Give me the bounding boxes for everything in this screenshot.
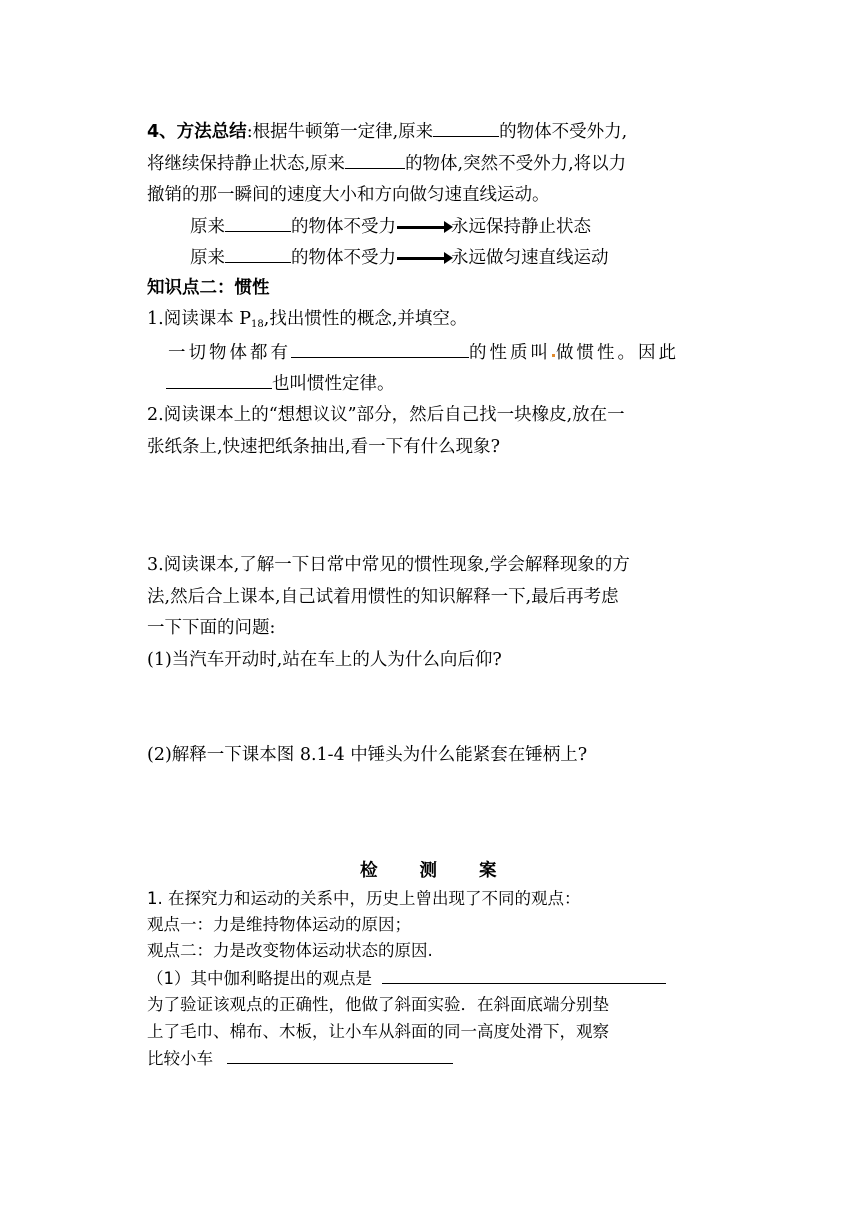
section-heading-inertia: 知识点二：惯性 <box>147 278 270 298</box>
question-3-line3: 一下下面的问题: <box>147 618 276 638</box>
question-1-line2: 一切物体都有 的性质叫 做惯性。因此 <box>168 339 679 366</box>
question-3-sub1: (1)当汽车开动时,站在车上的人为什么向后仰? <box>147 650 502 670</box>
question-2-line1: 2.阅读课本上的“想想议议”部分，然后自己找一块橡皮,放在一 <box>147 405 625 425</box>
answer-blank[interactable] <box>166 370 272 389</box>
test-q1-line7: 比较小车 <box>147 1045 453 1072</box>
test-section-title: 检 测 案 <box>360 861 497 881</box>
question-2-line2: 张纸条上,快速把纸条抽出,看一下有什么现象? <box>147 437 501 457</box>
answer-blank[interactable] <box>225 244 291 263</box>
method-summary-line2: 将继续保持静止状态,原来 的物体,突然不受外力,将以力 <box>147 150 626 177</box>
answer-blank[interactable] <box>433 118 499 137</box>
right-arrow-icon <box>397 226 449 229</box>
marker-dot-icon <box>552 354 555 357</box>
question-1-line3: 也叫惯性定律。 <box>166 370 395 397</box>
rule-row-motion: 原来 的物体不受力 永远做匀速直线运动 <box>190 244 609 271</box>
answer-blank[interactable] <box>225 213 291 232</box>
method-summary-line3: 撤销的那一瞬间的速度大小和方向做匀速直线运动。 <box>147 185 550 205</box>
right-arrow-icon <box>397 257 449 260</box>
question-1-line1: 1.阅读课本 $P_{18}$,找出惯性的概念,并填空。 <box>147 309 468 330</box>
test-q1-line5: 为了验证该观点的正确性，他做了斜面实验．在斜面底端分别垫 <box>147 995 609 1014</box>
question-3-sub2: (2)解释一下课本图 8.1-4 中锤头为什么能紧套在锤柄上? <box>147 745 588 765</box>
method-summary-heading: 4、方法总结 <box>147 122 247 142</box>
question-3-line2: 法,然后合上课本,自己试着用惯性的知识解释一下,最后再考虑 <box>147 587 619 607</box>
test-q1-line3: 观点二：力是改变物体运动状态的原因. <box>147 941 433 960</box>
method-summary-line1: 4、方法总结:根据牛顿第一定律,原来 的物体不受外力, <box>147 118 627 145</box>
answer-blank[interactable] <box>345 150 405 169</box>
rule-row-rest: 原来 的物体不受力 永远保持静止状态 <box>190 213 591 240</box>
answer-blank[interactable] <box>227 1045 453 1064</box>
test-q1-line2: 观点一：力是维持物体运动的原因； <box>147 915 411 934</box>
answer-blank[interactable] <box>382 965 666 984</box>
answer-blank[interactable] <box>291 339 469 358</box>
test-q1-line1: 1. 在探究力和运动的关系中，历史上曾出现了不同的观点： <box>147 889 581 908</box>
question-3-line1: 3.阅读课本,了解一下日常中常见的惯性现象,学会解释现象的方 <box>147 555 630 575</box>
test-q1-line6: 上了毛巾、棉布、木板，让小车从斜面的同一高度处滑下，观察 <box>147 1022 609 1041</box>
test-q1-line4: （1）其中伽利略提出的观点是 <box>147 965 666 992</box>
